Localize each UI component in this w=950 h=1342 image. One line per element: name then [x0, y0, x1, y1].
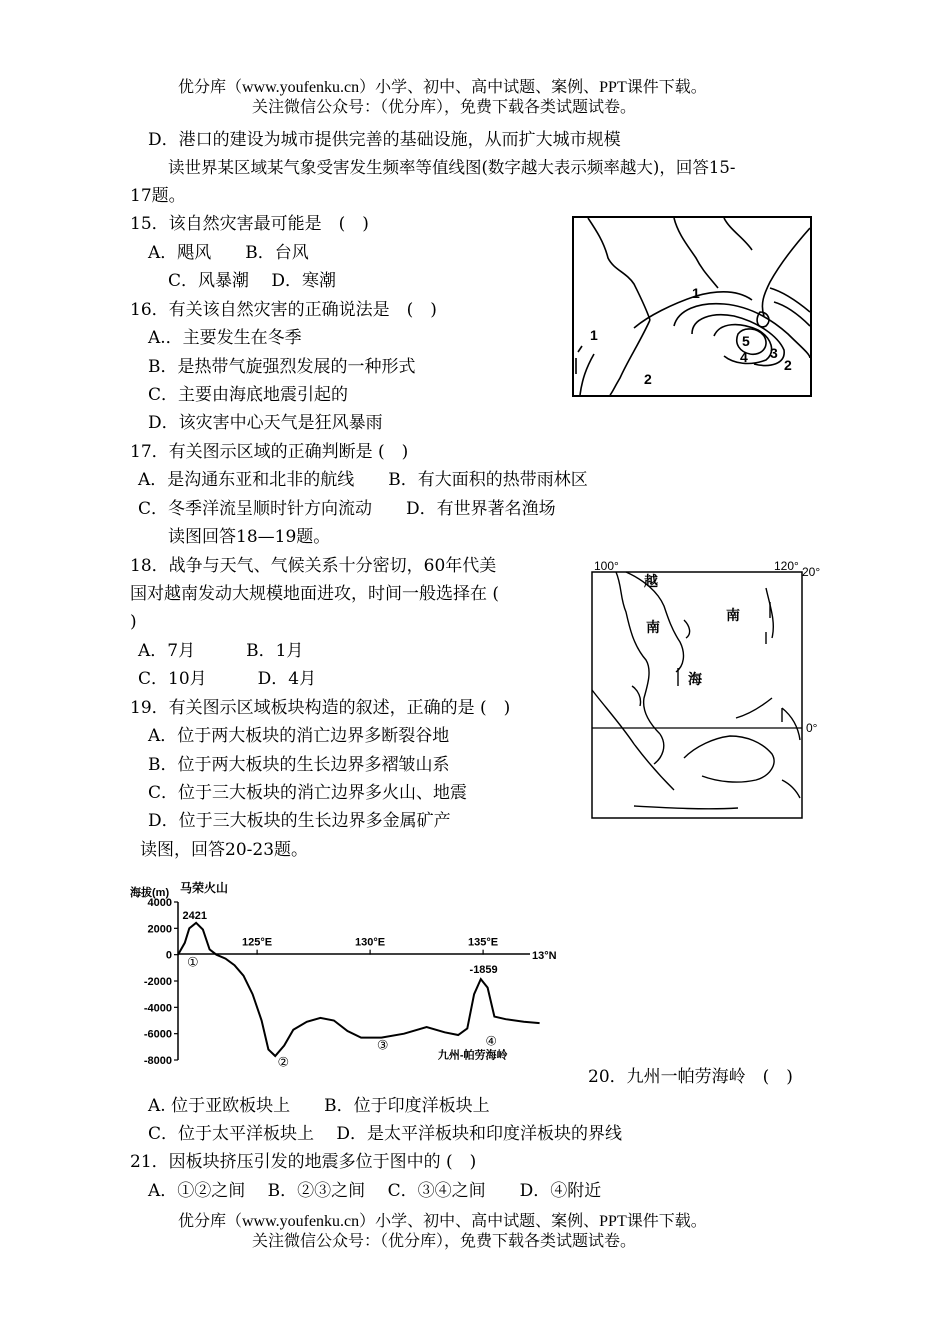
isoline-east-a	[770, 288, 810, 312]
annotation-kyushu-palau-ridge: 九州-帕劳海岭	[437, 1049, 508, 1062]
q16-stem: 16．有关该自然灾害的正确说法是 ( )	[130, 300, 437, 320]
coast-mainland-west	[616, 572, 660, 734]
q20-options-cd: C．位于太平洋板块上 D．是太平洋板块和印度洋板块的界线	[148, 1124, 623, 1144]
y-tick-label: 4000	[147, 897, 172, 909]
coast-stub-b	[578, 346, 582, 352]
q20-options-ab: A. 位于亚欧板块上 B．位于印度洋板块上	[148, 1096, 490, 1116]
coast-borneo	[684, 736, 774, 782]
annotation-peak-2421: 2421	[182, 909, 208, 922]
isoline-label-2-west: 2	[644, 371, 652, 387]
coastline-north-2	[724, 218, 752, 250]
q16-option-c: C．主要由海底地震引起的	[148, 385, 349, 405]
q18-stem-line2: 国对越南发动大规模地面进攻，时间一般选择在 (	[130, 584, 500, 604]
coast-palawan	[736, 698, 772, 718]
footer-line-2: 关注微信公众号：（优分库），免费下载各类试题试卷。	[252, 1233, 637, 1250]
q18-stem-line1: 18．战争与天气、气候关系十分密切，60年代美	[130, 556, 497, 576]
elevation-profile-svg	[128, 872, 568, 1068]
coast-hainan	[684, 620, 690, 638]
lon-label-120: 120°	[774, 559, 799, 573]
q15-stem: 15．该自然灾害最可能是 ( )	[130, 214, 369, 234]
profile-marker-2: ②	[277, 1054, 290, 1068]
profile-marker-1: ①	[187, 954, 199, 970]
y-tick-label: 2000	[147, 923, 172, 936]
isoline-1-west	[580, 354, 594, 395]
q19-option-d: D．位于三大板块的生长边界多金属矿产	[148, 811, 451, 831]
intro-15-17-line2: 17题。	[130, 186, 186, 206]
coast-gulf-thailand	[632, 686, 641, 706]
profile-marker-3: ③	[376, 1037, 389, 1053]
coast-java	[634, 806, 738, 809]
lat-label-0: 0°	[806, 721, 818, 735]
q20-stem: 20．九州一帕劳海岭 ( )	[588, 1067, 793, 1087]
isoline-label-5: 5	[742, 333, 750, 349]
q14-option-d: D．港口的建设为城市提供完善的基础设施，从而扩大城市规模	[148, 130, 621, 150]
lat-label-20: 20°	[802, 565, 821, 579]
y-tick-label: -6000	[143, 1028, 172, 1041]
q21-stem: 21．因板块挤压引发的地震多位于图中的 ( )	[130, 1152, 477, 1172]
q16-option-a: A.．主要发生在冬季	[148, 328, 302, 348]
southeast-asia-map	[586, 558, 832, 820]
y-tick-label: -2000	[143, 976, 172, 988]
lat-13n-label: 13°N	[532, 950, 557, 962]
q19-option-b: B．位于两大板块的生长边界多褶皱山系	[148, 755, 450, 775]
q17-options-ab: A．是沟通东亚和北非的航线 B．有大面积的热带雨林区	[138, 470, 588, 490]
x-tick-label: 135°E	[468, 936, 499, 949]
footer-line-1: 优分库（www.youfenku.cn）小学、初中、高中试题、案例、PPT课件下载。	[178, 1213, 707, 1230]
q15-options-ab: A．飓风 B．台风	[148, 243, 309, 263]
q18-options-ab: A．7月 B．1月	[138, 641, 304, 661]
q17-options-cd: C．冬季洋流呈顺时针方向流动 D．有世界著名渔场	[138, 499, 556, 519]
intro-20-23: 读图，回答20-23题。	[140, 840, 309, 860]
q16-option-d: D．该灾害中心天气是狂风暴雨	[148, 413, 383, 433]
y-tick-label: 0	[165, 949, 172, 962]
isoline-label-2: 2	[784, 357, 792, 373]
peninsula-coast	[762, 228, 810, 316]
q19-option-c: C．位于三大板块的消亡边界多火山、地震	[148, 783, 468, 803]
q16-option-b: B．是热带气旋强烈发展的一种形式	[148, 357, 416, 377]
coastline-north	[674, 218, 718, 288]
q18-options-cd: C．10月 D．4月	[138, 669, 317, 689]
coast-sulawesi	[782, 708, 800, 740]
lon-label-100: 100°	[594, 559, 619, 573]
isoline-label-1: 1	[692, 285, 700, 301]
elevation-profile-chart	[128, 872, 568, 1068]
coast-sumatra	[592, 690, 674, 790]
isoline-east-b	[774, 302, 810, 326]
x-tick-label: 130°E	[355, 936, 386, 949]
q17-stem: 17．有关图示区域的正确判断是 ( )	[130, 442, 409, 462]
y-tick-label: -4000	[143, 1002, 172, 1015]
map-label-hai: 海	[688, 671, 702, 687]
map-label-yue: 越	[644, 573, 658, 589]
intro-18-19: 读图回答18—19题。	[168, 527, 331, 547]
isoline-label-3: 3	[770, 345, 778, 361]
coastline-west	[588, 218, 650, 320]
profile-marker-4: ④	[485, 1033, 498, 1049]
q15-options-cd: C．风暴潮 D．寒潮	[168, 271, 337, 291]
y-tick-label: -8000	[143, 1055, 172, 1067]
q18-stem-line3: )	[130, 612, 137, 632]
map-label-nan-vietnam: 南	[646, 619, 660, 635]
q21-options: A．①②之间 B．②③之间 C．③④之间 D．④附近	[148, 1181, 602, 1201]
annotation-ridge-1859: -1859	[469, 964, 498, 977]
chart-title: 马荣火山	[180, 881, 229, 895]
x-tick-label: 125°E	[242, 936, 273, 949]
isoline-label-4: 4	[740, 349, 748, 365]
storm-frequency-map	[572, 216, 812, 397]
header-line-2: 关注微信公众号：（优分库），免费下载各类试题试卷。	[252, 99, 637, 116]
coast-malay	[654, 734, 664, 764]
q19-stem: 19．有关图示区域板块构造的叙述，正确的是 ( )	[130, 698, 511, 718]
header-line-1: 优分库（www.youfenku.cn）小学、初中、高中试题、案例、PPT课件下载。	[178, 79, 707, 96]
chart-ylabel: 海拔(m)	[130, 887, 170, 899]
southeast-asia-map-svg	[586, 558, 832, 820]
map-label-nan-sea: 南	[726, 607, 740, 623]
q19-option-a: A．位于两大板块的消亡边界多断裂谷地	[148, 726, 450, 746]
storm-frequency-map-svg	[574, 218, 810, 395]
intro-15-17-line1: 读世界某区域某气象受害发生频率等值线图(数字越大表示频率越大)，回答15-	[168, 158, 736, 177]
isoline-label-1-west: 1	[590, 327, 598, 343]
coast-east-islands	[782, 780, 800, 798]
